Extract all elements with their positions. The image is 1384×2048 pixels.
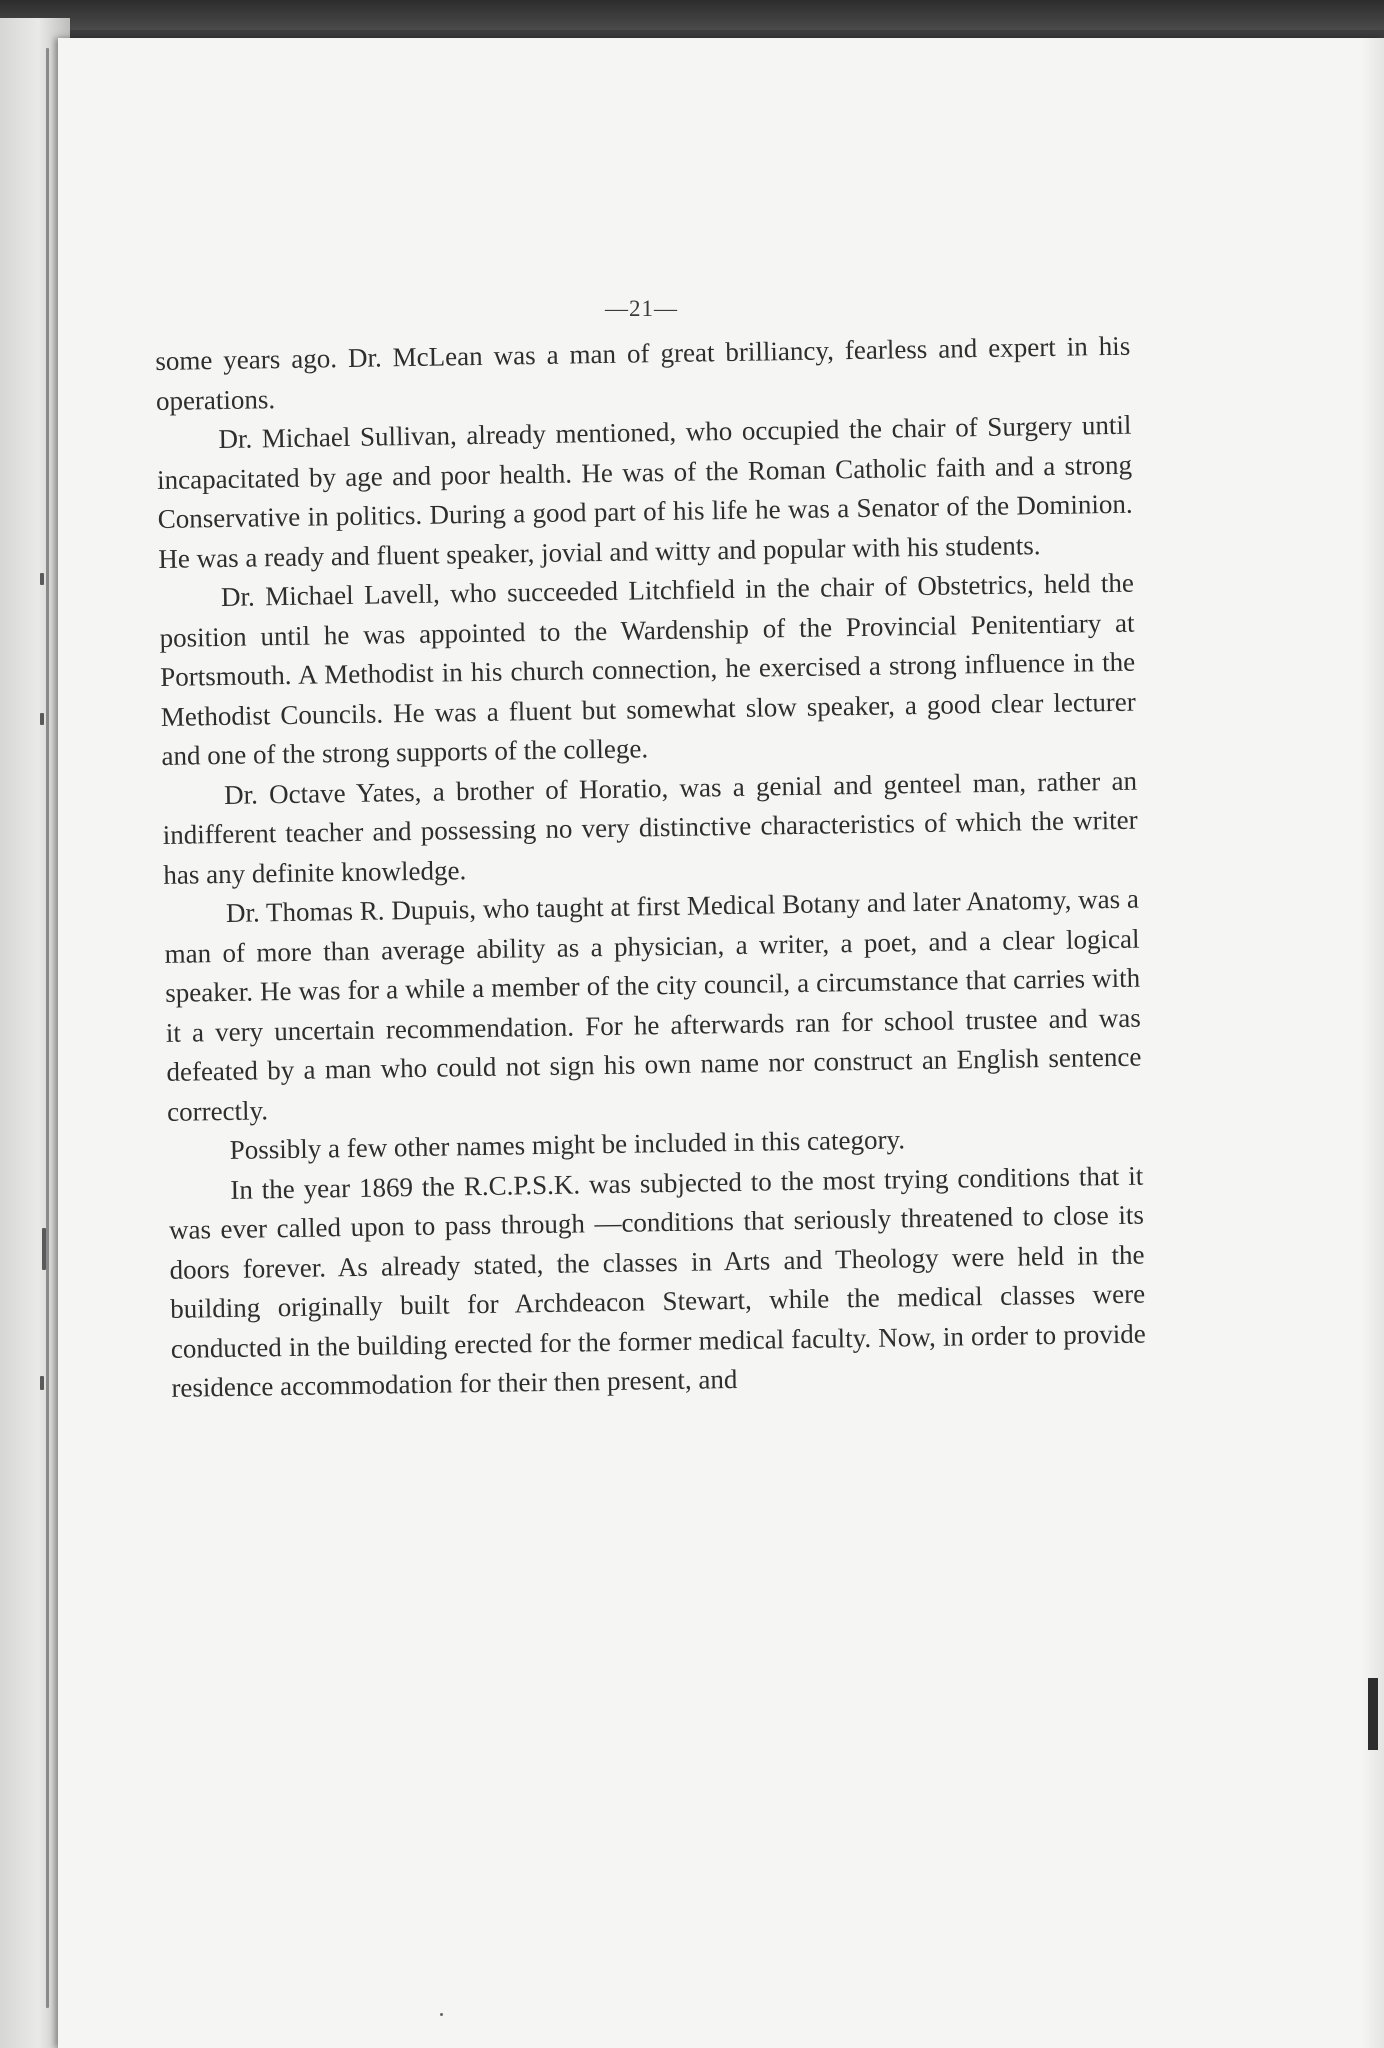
paragraph-7: In the year 1869 the R.C.P.S.K. was subjected to the most trying conditions that it was ever called upon to pass through —conditions that seriously threatened to close its doors forever. As already stated, the classes in Arts and Theology were held in the building originally built for Archdeacon Stewart, while the medical classes were conducted in the building erected for the former medical faculty. Now, in order to provide residence accommodation for their then present, and: [168, 1160, 1146, 1403]
paper-speck: [440, 2013, 443, 2016]
margin-mark: [40, 713, 44, 725]
scan-top-shadow: [0, 0, 1384, 30]
paragraph-2: Dr. Michael Sullivan, already mentioned, who occupied the chair of Surgery until incapacitated by age and poor health. He was of the Roman Catholic faith and a strong Conservative in politics. During a good part of his life he was a Senator of the Dominion. He was a ready and fluent speaker, jovial and witty and popular with his students.: [156, 409, 1133, 574]
paragraph-5: Dr. Thomas R. Dupuis, who taught at first Medical Botany and later Anatomy, was a man of more than average ability as a physician, a writer, a poet, and a clear logical speaker. He was for a while a member of the city council, a circumstance that carries with it a very uncertain recommendation. For he afterwards ran for school trustee and was defeated by a man who could not sign his own name nor construct an English sentence correctly.: [164, 883, 1142, 1127]
margin-mark: [40, 573, 44, 585]
paragraph-4: Dr. Octave Yates, a brother of Horatio, was a genial and genteel man, rather an indifferent teacher and possessing no very distinctive characteristics of which the writer has any definite knowledge.: [162, 765, 1138, 890]
margin-mark: [42, 1228, 46, 1270]
page-edge-notch: [1368, 1678, 1378, 1750]
paragraph-1: some years ago. Dr. McLean was a man of great brilliancy, fearless and expert in his operations.: [155, 330, 1131, 416]
paragraph-6: Possibly a few other names might be included in this category.: [229, 1124, 906, 1165]
body-text: [155, 327, 1147, 1409]
binding-crease: [46, 48, 49, 2008]
paragraph-3: Dr. Michael Lavell, who succeeded Litchfield in the chair of Obstetrics, held the position until he was appointed to the Wardenship of the Provincial Penitentiary at Portsmouth. A Methodist in his church connection, he exercised a strong influence in the Methodist Councils. He was a fluent but somewhat slow speaker, a good clear lecturer and one of the strong supports of the college.: [159, 567, 1136, 771]
page-number: —21—: [605, 296, 678, 321]
margin-mark: [40, 1376, 44, 1390]
